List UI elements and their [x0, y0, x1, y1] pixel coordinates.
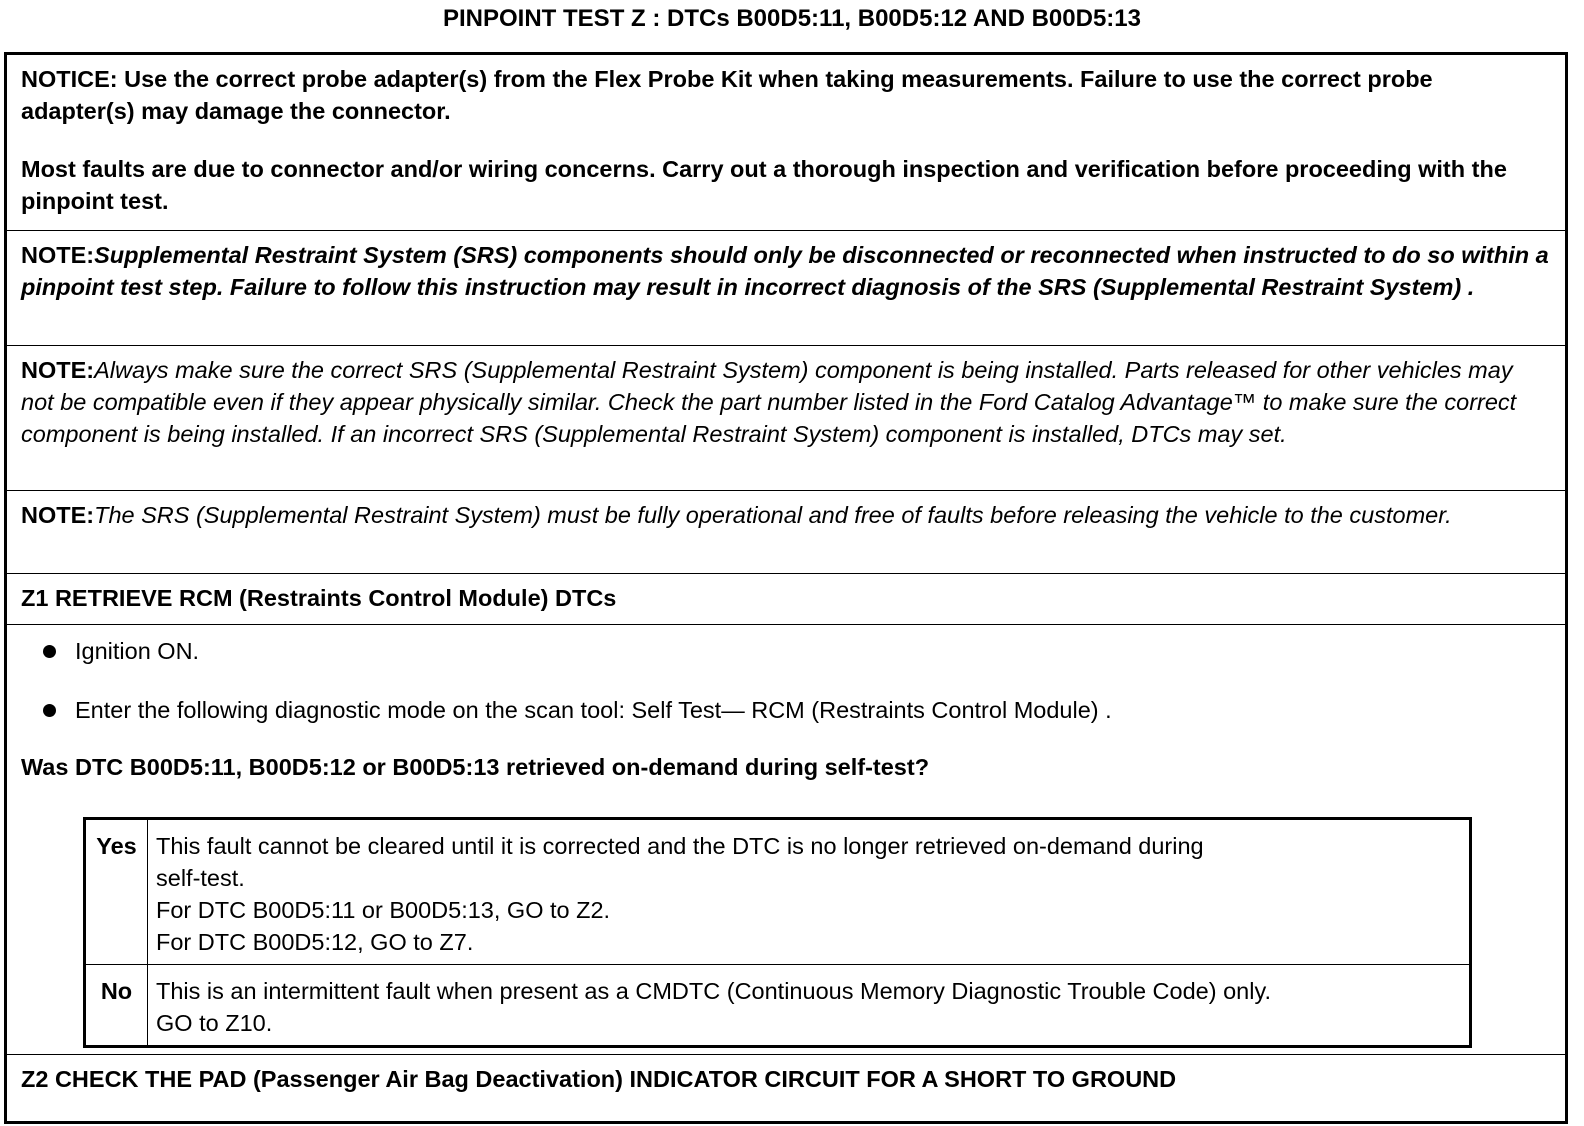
z1-question: Was DTC B00D5:11, B00D5:12 or B00D5:13 retrieved on-demand during self-test?	[21, 754, 930, 780]
answer-line: For DTC B00D5:12, GO to Z7.	[156, 929, 474, 955]
notice-cell	[7, 55, 1565, 231]
note-label: NOTE:	[21, 502, 95, 528]
list-item	[21, 635, 1551, 667]
bullet-icon	[43, 704, 56, 717]
answer-line: This is an intermittent fault when present as a CMDTC (Continuous Memory Diagnostic Trouble Code) only.	[156, 978, 1271, 1004]
bullet-icon	[43, 645, 56, 658]
answer-line: self-test.	[156, 865, 245, 891]
note-label: NOTE:	[21, 242, 95, 268]
faults-paragraph: Most faults are due to connector and/or wiring concerns. Carry out a thorough inspection and verification before proceeding with the pinpoint test.	[21, 156, 1507, 214]
note-text: Always make sure the correct SRS (Supplemental Restraint System) component is being installed. Parts released for other vehicles may not be compatible even if they appear physically similar. Check the part number listed in the Ford Catalog Advantage™ to make sure the correct component is being installed. If an incorrect SRS (Supplemental Restraint System) component is installed, DTCs may set.	[21, 357, 1517, 447]
no-label: No	[86, 965, 148, 1045]
z2-heading: Z2 CHECK THE PAD (Passenger Air Bag Deactivation) INDICATOR CIRCUIT FOR A SHORT TO GROUND	[21, 1066, 1177, 1092]
note-label: NOTE:	[21, 357, 95, 383]
z1-steps	[21, 635, 1551, 726]
yes-no-table	[83, 817, 1472, 1048]
page-title: PINPOINT TEST Z : DTCs B00D5:11, B00D5:12 AND B00D5:13	[443, 5, 1141, 32]
note-srs-component	[7, 346, 1565, 491]
answer-line: This fault cannot be cleared until it is corrected and the DTC is no longer retrieved on-demand during	[156, 833, 1204, 859]
yes-label: Yes	[86, 820, 148, 964]
list-item	[21, 694, 1551, 726]
note-text: The SRS (Supplemental Restraint System) must be fully operational and free of faults before releasing the vehicle to the customer.	[94, 502, 1452, 528]
pinpoint-test-frame	[4, 52, 1568, 1124]
note-text: Supplemental Restraint System (SRS) components should only be disconnected or reconnected when instructed to do so within a pinpoint test step. Failure to follow this instruction may result in incorrect diagnosis of the SRS (Supplemental Restraint System) .	[21, 242, 1549, 300]
answer-line: For DTC B00D5:11 or B00D5:13, GO to Z2.	[156, 897, 611, 923]
step-text: Enter the following diagnostic mode on the scan tool: Self Test— RCM (Restraints Control Module) .	[75, 697, 1112, 723]
z1-heading: Z1 RETRIEVE RCM (Restraints Control Module) DTCs	[7, 574, 1565, 625]
note-srs-disconnect	[7, 231, 1565, 346]
table-row	[86, 820, 1469, 965]
note-srs-operational	[7, 491, 1565, 574]
answer-line: GO to Z10.	[156, 1010, 273, 1036]
notice-paragraph: NOTICE: Use the correct probe adapter(s) from the Flex Probe Kit when taking measurements. Failure to use the correct probe adapter(s) may damage the connector.	[21, 66, 1433, 124]
no-answer	[148, 965, 1469, 1045]
z1-body	[7, 625, 1565, 1055]
step-text: Ignition ON.	[75, 638, 200, 664]
yes-answer	[148, 820, 1469, 964]
table-row	[86, 965, 1469, 1045]
